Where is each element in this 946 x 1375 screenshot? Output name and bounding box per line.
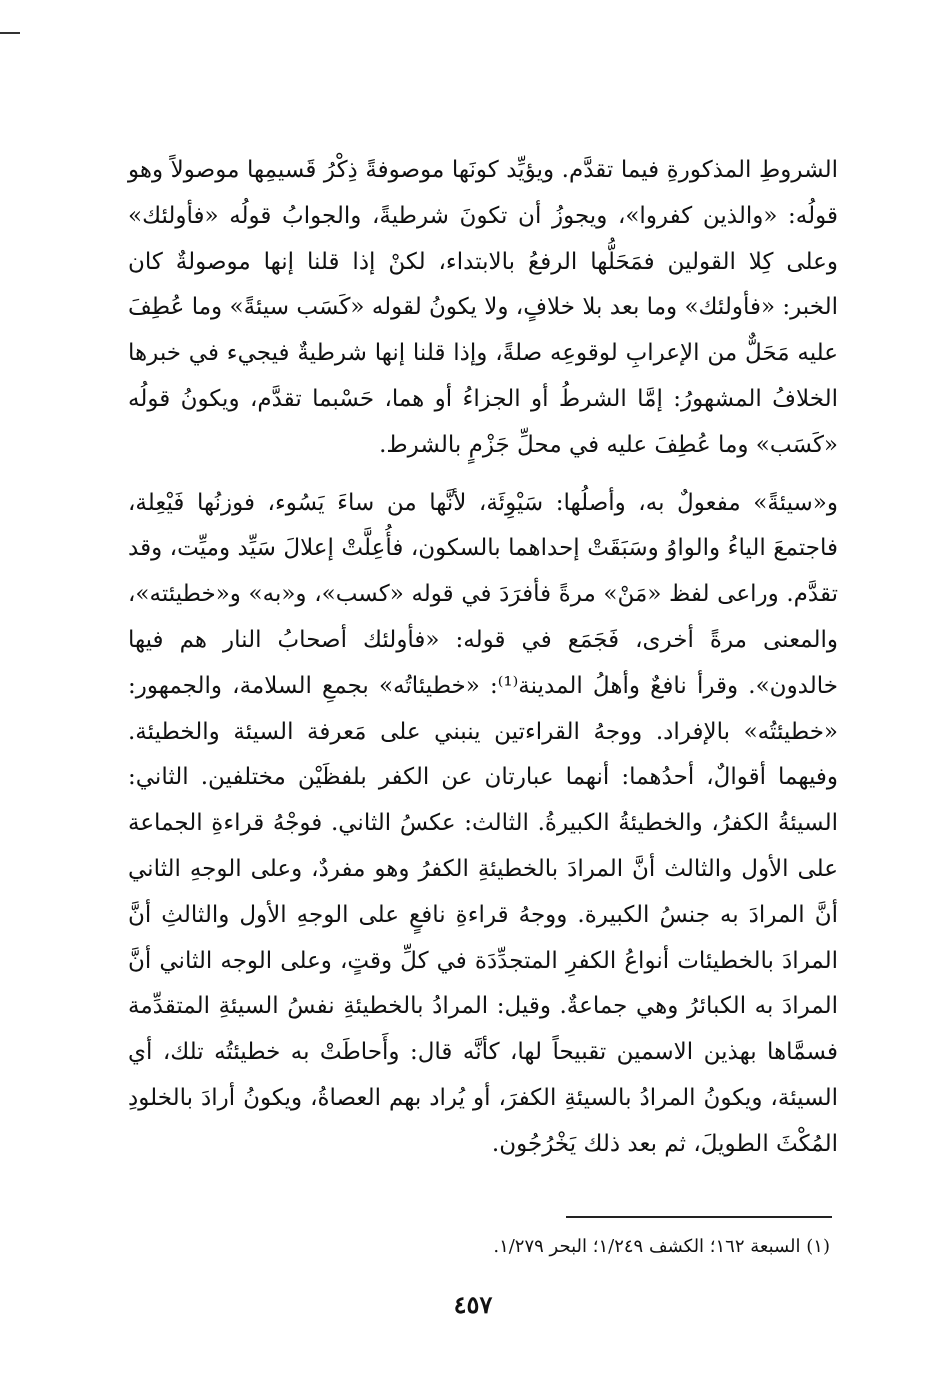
corner-scan-mark <box>0 32 20 34</box>
main-text <box>128 148 838 1168</box>
footnote-separator <box>566 1216 832 1218</box>
page-number: ٤٥٧ <box>453 1290 493 1319</box>
footnote: (١) السبعة ١٦٢؛ الكشف ١/٢٤٩؛ البحر ١/٢٧٩. <box>493 1236 830 1257</box>
paragraph-1: الشروطِ المذكورةِ فيما تقدَّم. ويؤيِّد كونَها موصوفةً ذِكْرُ قَسيمِها موصولاً وهو قولُه: «والذين كفروا»، ويجوزُ أن تكونَ شرطيةً، والجوابُ قولُه «فأولئك» وعلى كِلا القولين فمَحَلُّها الرفعُ بالابتداء، لكنْ إذا قلنا إنها موصولةٌ كان الخبر: «فأولئك» وما بعد بلا خلافٍ، ولا يكونُ لقوله «كَسَب سيئةً» وما عُطِفَ عليه مَحَلٌّ من الإعرابِ لوقوعِه صلةً، وإذا قلنا إنها شرطيةٌ فيجيء في خبرها الخلافُ المشهورُ: إمَّا الشرطُ أو الجزاءُ أو هما، حَسْبما تقدَّم، ويكونُ قولُه «كَسَب» وما عُطِفَ عليه في محلِّ جَزْمٍ بالشرط. <box>128 157 838 458</box>
paragraph-2: و«سيئةً» مفعولٌ به، وأصلُها: سَيْوِئَة، لأنَّها من ساءَ يَسُوء، فوزنُها فَيْعِلة، فاجتمعَ الياءُ والواوُ وسَبَقَتْ إحداهما بالسكون، فأُعِلَّتْ إعلالَ سَيِّد وميِّت، وقد تقدَّم. وراعى لفظ «مَنْ» مرةً فأفرَدَ في قوله «كسب»، و«به» و«خطيئته»، والمعنى مرةً أخرى، فَجَمَع في قوله: «فأولئك أصحابُ النار هم فيها خالدون». وقرأ نافعٌ وأهلُ المدينة⁽¹⁾: «خطيئاتُه» بجمعِ السلامة، والجمهور: «خطيئتُه» بالإفراد. ووجهُ القراءتين ينبني على مَعرفة السيئة والخطيئة. وفيهما أقوالٌ، أحدُهما: أنهما عبارتان عن الكفر بلفظَيْن مختلفين. الثاني: السيئةُ الكفرُ، والخطيئةُ الكبيرةُ. الثالث: عكسُ الثاني. فوجْهُ قراءةِ الجماعة على الأول والثالث أنَّ المرادَ بالخطيئةِ الكفرُ وهو مفردٌ، وعلى الوجهِ الثاني أنَّ المرادَ به جنسُ الكبيرة. ووجهُ قراءةِ نافعٍ على الوجهِ الأول والثالثِ أنَّ المرادَ بالخطيئات أنواعُ الكفرِ المتجدِّدَة في كلِّ وقتٍ، وعلى الوجه الثاني أنَّ المرادَ به الكبائرُ وهي جماعةٌ. وقيل: المرادُ بالخطيئةِ نفسُ السيئةِ المتقدِّمة فسمَّاها بهذين الاسمين تقبيحاً لها، كأنَّه قال: وأَحاطَتْ به خطيئتُه تلك، أي السيئة، ويكونُ المرادُ بالسيئةِ الكفرَ، أو يُراد بهم العصاةُ، ويكونُ أرادَ بالخلودِ المُكْثَ الطويلَ، ثم بعد ذلك يَخْرُجُون. <box>128 489 838 1157</box>
